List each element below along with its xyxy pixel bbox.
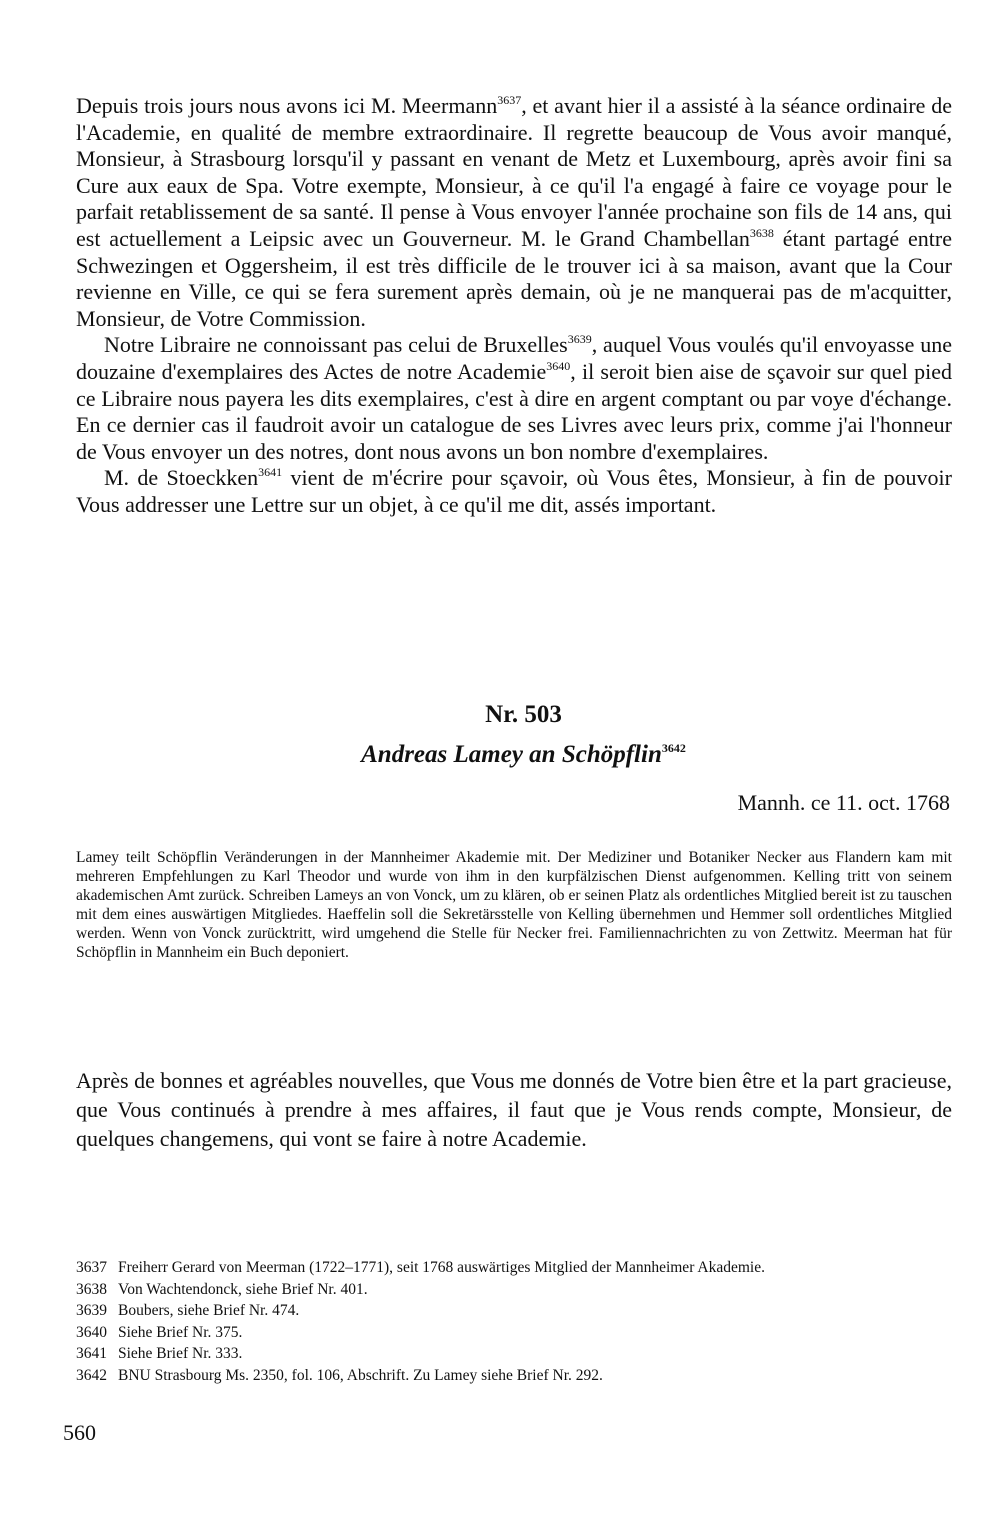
footnote: 3640 Siehe Brief Nr. 375. bbox=[76, 1323, 243, 1341]
footnotes bbox=[76, 1257, 952, 1386]
footnote-ref: 3637 bbox=[497, 92, 522, 107]
page-number: 560 bbox=[63, 1420, 96, 1445]
footnote: 3641 Siehe Brief Nr. 333. bbox=[76, 1345, 243, 1362]
footnote-ref: 3638 bbox=[749, 225, 774, 240]
footnote: 3639 Boubers, siehe Brief Nr. 474. bbox=[76, 1302, 300, 1319]
paragraph-libraire: Notre Libraire ne connoissant pas celui de Bruxelles$^{3639}$, auquel Vous voulés qu'il envoyasse une douzaine d'exemplaires des Actes de notre Academie$^{3640}$, il seroit bien aise de sçavoir sur quel pied ce Libraire nous payera les dits exemplaires, c'est à dire en argent comptant ou par voye d'échange. En ce dernier cas il faudroit avoir un catalogue de ses Livres avec leurs prix, comme j'ai l'honneur de Vous envoyer un des notres, dont nous avons un bon nombre d'exemplaires. bbox=[76, 332, 952, 464]
letter-opening: Après de bonnes et agréables nouvelles, que Vous me donnés de Votre bien être et la part gracieuse, que Vous continués à prendre à mes affaires, il faut que je Vous rends compte, Monsieur, de quelques changemens, qui vont se faire à notre Academie. bbox=[76, 1068, 952, 1151]
letter-body-continued bbox=[76, 93, 952, 519]
letter-title: Andreas Lamey an Schöpflin$^{3642}$ bbox=[361, 740, 686, 768]
footnote-ref: 3640 bbox=[546, 358, 571, 373]
footnote-ref: 3639 bbox=[567, 332, 592, 347]
letter-dateline: Mannh. ce 11. oct. 1768 bbox=[737, 790, 950, 815]
letter-summary: Lamey teilt Schöpflin Veränderungen in der Mannheimer Akademie mit. Der Mediziner und Botaniker Necker aus Flandern kam mit mehreren Empfehlungen zu Karl Theodor und wurde von ihm in den kurpfälzischen Dienst aufgenommen. Kelling tritt von seinem akademischen Amt zurück. Schreiben Lameys an von Vonck, um zu klären, ob er seinen Platz als ordentliches Mitglied bereit ist zu tauschen mit dem eines auswärtigen Mitgliedes. Haeffelin soll die Sekretärsstelle von Kelling übernehmen und Hemmer soll ordentliches Mitglied werden. Wenn von Vonck zurücktritt, wird umgehend die Stelle für Necker frei. Familiennachrichten zu von Zettwitz. Meerman hat für Schöpflin in Mannheim ein Buch deponiert. bbox=[76, 849, 952, 961]
footnote: 3642 BNU Strasbourg Ms. 2350, fol. 106, Abschrift. Zu Lamey siehe Brief Nr. 292. bbox=[76, 1366, 603, 1384]
footnote-ref: 3641 bbox=[258, 464, 283, 479]
footnote: 3637 Freiherr Gerard von Meerman (1722–1771), seit 1768 auswärtiges Mitglied der Mannheimer Akademie. bbox=[76, 1259, 765, 1276]
footnote-ref: 3642 bbox=[661, 740, 686, 755]
footnote: 3638 Von Wachtendonck, siehe Brief Nr. 401. bbox=[76, 1280, 368, 1298]
paragraph-meermann: Depuis trois jours nous avons ici M. Meermann$^{3637}$, et avant hier il a assisté à la séance ordinaire de l'Academie, en qualité de membre extraordinaire. Il regrette beaucoup de Vous avoir manqué, Monsieur, à Strasbourg lorsqu'il y passant en venant de Metz et Luxembourg, après avoir fini sa Cure aux eaux de Spa. Votre exempte, Monsieur, à ce qu'il l'a engagé à faire ce voyage pour le parfait retablissement de sa santé. Il pense à Vous envoyer l'année prochaine son fils de 14 ans, qui est actuellement a Leipsic avec un Gouverneur. M. le Grand Chambellan$^{3638}$ étant partagé entre Schwezingen et Oggersheim, il est très difficile de le trouver ici à sa maison, avant que la Cour revienne en Ville, ce qui se fera surement après demain, où je ne manquerai pas de m'acquitter, Monsieur, de Votre Commission. bbox=[76, 92, 952, 331]
letter-number: Nr. 503 bbox=[485, 701, 562, 728]
paragraph-stoeckken: M. de Stoeckken$^{3641}$ vient de m'écrire pour sçavoir, où Vous êtes, Monsieur, à fin de pouvoir Vous addresser une Lettre sur un objet, à ce qu'il me dit, assés important. bbox=[76, 464, 952, 517]
